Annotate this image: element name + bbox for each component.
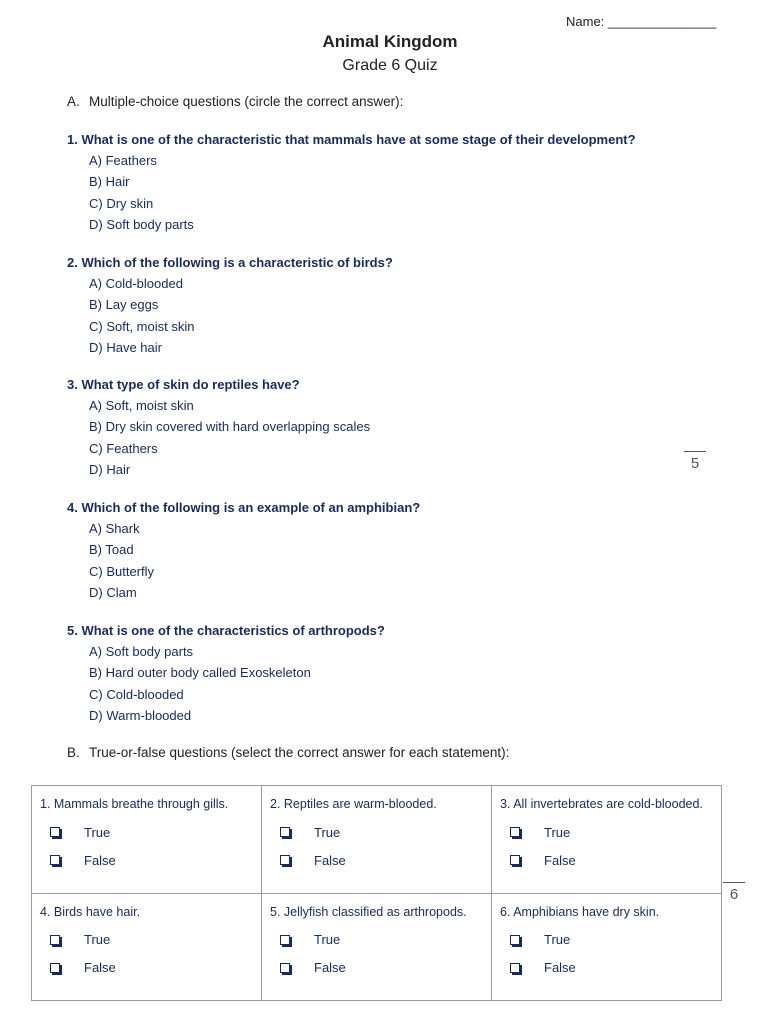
section-a-heading-text: Multiple-choice questions (circle the correct answer):: [89, 94, 404, 109]
option-c[interactable]: C) Dry skin: [89, 195, 154, 211]
true-option[interactable]: [510, 818, 721, 846]
false-option[interactable]: [280, 954, 491, 982]
question-1: [67, 131, 707, 235]
statement-text: 6. Amphibians have dry skin.: [500, 904, 660, 919]
option-b[interactable]: B) Hard outer body called Exoskeleton: [89, 665, 311, 681]
true-option[interactable]: [510, 926, 721, 954]
option-list: [89, 518, 707, 603]
checkbox-icon[interactable]: [50, 855, 60, 865]
true-option[interactable]: [280, 926, 491, 954]
option-a[interactable]: A) Feathers: [89, 153, 157, 168]
true-false-table: [31, 785, 722, 1001]
question-text: 5. What is one of the characteristics of arthropods?: [67, 623, 385, 638]
section-b-score-value: 6: [729, 886, 739, 903]
false-option[interactable]: [50, 846, 261, 874]
false-option[interactable]: [50, 954, 261, 982]
option-c[interactable]: C) Feathers: [89, 440, 158, 456]
tf-cell-1: [32, 786, 262, 894]
checkbox-icon[interactable]: [510, 935, 520, 945]
true-option[interactable]: [280, 818, 491, 846]
section-a-heading: [67, 94, 403, 109]
option-d[interactable]: D) Hair: [89, 461, 131, 477]
name-field: Name: _______________: [566, 14, 717, 29]
false-label: False: [84, 960, 116, 975]
tf-cell-6: [492, 893, 722, 1001]
option-b[interactable]: B) Hair: [89, 174, 130, 190]
page-subtitle: Grade 6 Quiz: [342, 57, 438, 74]
checkbox-icon[interactable]: [280, 827, 290, 837]
checkbox-icon[interactable]: [280, 963, 290, 973]
statement-text: 4. Birds have hair.: [40, 904, 141, 919]
false-label: False: [544, 960, 576, 975]
option-c[interactable]: C) Soft, moist skin: [89, 318, 195, 334]
option-d[interactable]: D) Soft body parts: [89, 216, 194, 232]
true-option[interactable]: [50, 818, 261, 846]
statement-text: 5. Jellyfish classified as arthropods.: [270, 904, 467, 919]
section-b-heading: [67, 745, 509, 760]
question-text: 4. Which of the following is an example of an amphibian?: [67, 500, 421, 515]
true-label: True: [84, 932, 111, 947]
true-label: True: [314, 932, 341, 947]
option-list: [89, 641, 707, 726]
section-a-letter: A.: [67, 94, 80, 109]
score-line: [684, 451, 706, 452]
checkbox-icon[interactable]: [50, 935, 60, 945]
page-title: Animal Kingdom: [322, 32, 458, 51]
section-b-letter: B.: [67, 745, 80, 760]
section-a-score: [684, 451, 706, 472]
section-b-heading-text: True-or-false questions (select the correct answer for each statement):: [89, 745, 510, 760]
statement-text: 1. Mammals breathe through gills.: [40, 797, 229, 811]
statement-text: 3. All invertebrates are cold-blooded.: [500, 797, 703, 811]
checkbox-icon[interactable]: [510, 855, 520, 865]
true-label: True: [544, 932, 571, 947]
question-text: 3. What type of skin do reptiles have?: [67, 377, 300, 392]
option-a[interactable]: A) Soft body parts: [89, 644, 194, 659]
checkbox-icon[interactable]: [280, 935, 290, 945]
option-d[interactable]: D) Have hair: [89, 339, 162, 355]
false-option[interactable]: [280, 846, 491, 874]
false-label: False: [314, 852, 346, 868]
checkbox-icon[interactable]: [510, 963, 520, 973]
question-text: 2. Which of the following is a characteristic of birds?: [67, 255, 393, 270]
option-d[interactable]: D) Warm-blooded: [89, 707, 192, 723]
option-b[interactable]: B) Toad: [89, 542, 134, 558]
statement-text: 2. Reptiles are warm-blooded.: [270, 797, 437, 811]
section-b-score: [723, 882, 745, 903]
question-3: [67, 376, 707, 480]
true-option[interactable]: [50, 926, 261, 954]
option-b[interactable]: B) Lay eggs: [89, 297, 159, 313]
checkbox-icon[interactable]: [50, 827, 60, 837]
option-a[interactable]: A) Shark: [89, 521, 140, 536]
option-c[interactable]: C) Cold-blooded: [89, 686, 184, 702]
option-list: [89, 395, 707, 480]
section-a-score-value: 5: [690, 455, 700, 472]
table-row: [32, 786, 722, 894]
tf-cell-5: [262, 893, 492, 1001]
false-label: False: [314, 960, 346, 975]
checkbox-icon[interactable]: [280, 855, 290, 865]
tf-cell-2: [262, 786, 492, 894]
true-label: True: [84, 824, 111, 840]
checkbox-icon[interactable]: [50, 963, 60, 973]
tf-cell-3: [492, 786, 722, 894]
option-a[interactable]: A) Soft, moist skin: [89, 398, 194, 413]
option-d[interactable]: D) Clam: [89, 584, 137, 600]
question-2: [67, 254, 707, 358]
option-c[interactable]: C) Butterfly: [89, 563, 155, 579]
question-text: 1. What is one of the characteristic that mammals have at some stage of their development?: [67, 132, 636, 147]
option-a[interactable]: A) Cold-blooded: [89, 276, 183, 291]
true-label: True: [314, 824, 341, 840]
question-5: [67, 622, 707, 726]
false-label: False: [84, 852, 116, 868]
checkbox-icon[interactable]: [510, 827, 520, 837]
false-option[interactable]: [510, 954, 721, 982]
option-b[interactable]: B) Dry skin covered with hard overlapping scales: [89, 419, 371, 435]
option-list: [89, 273, 707, 358]
table-row: [32, 893, 722, 1001]
false-label: False: [544, 852, 576, 868]
tf-cell-4: [32, 893, 262, 1001]
true-label: True: [544, 824, 571, 840]
question-4: [67, 499, 707, 603]
score-line: [723, 882, 745, 883]
false-option[interactable]: [510, 846, 721, 874]
option-list: [89, 150, 707, 235]
